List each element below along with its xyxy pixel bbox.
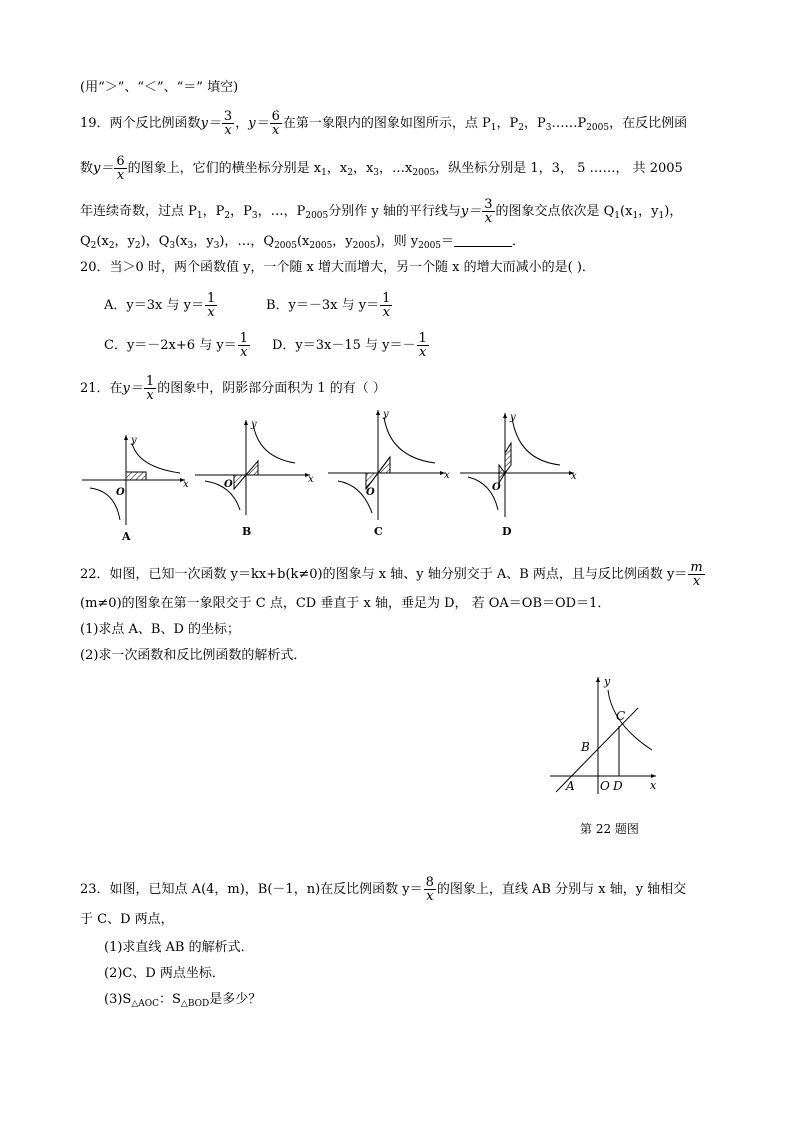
- graph-a: [82, 435, 189, 543]
- q20-option-d: D．y＝3x－15 与 y＝－ $\frac{1}{x}$: [272, 331, 427, 360]
- graph-d-y-label: y: [510, 412, 516, 423]
- q22-fig-y: y: [604, 675, 611, 688]
- q20-option-c: C．y＝－2x+6 与 y＝ $\frac{1}{x}$: [104, 331, 248, 360]
- graph-a-origin: O: [116, 487, 125, 498]
- q22-fig-O: O: [600, 779, 610, 793]
- graph-c-x-label: x: [444, 470, 450, 481]
- q22-fig-D: D: [613, 779, 623, 793]
- q22-caption: 第 22 题图: [580, 822, 639, 836]
- q22-part1: (1)求点 A、B、D 的坐标；: [80, 622, 241, 637]
- graph-d-x-label: x: [571, 471, 577, 482]
- graph-c-origin: O: [366, 487, 375, 498]
- q23-part1: (1)求直线 AB 的解析式．: [104, 940, 254, 955]
- q20-option-b: B．y＝－3x 与 y＝ $\frac{1}{x}$: [266, 291, 391, 320]
- q20-stem: 20．当＞0 时，两个函数值 y，一个随 x 增大而增大，另一个随 x 的增大而减小的是( )．: [80, 260, 595, 275]
- q22-fig-x: x: [650, 779, 657, 792]
- q23-part2: (2)C、D 两点坐标．: [104, 966, 225, 981]
- graph-b-x-label: x: [308, 474, 314, 485]
- q22-fig-B: B: [581, 740, 590, 754]
- graph-b: [195, 419, 314, 538]
- q22-line2: (m≠0)的图象在第一象限交于 C 点，CD 垂直于 x 轴，垂足为 D， 若 OA＝OB＝OD＝1．: [80, 596, 611, 611]
- q22-fig-C: C: [616, 709, 626, 723]
- graph-c-label: C: [374, 525, 383, 538]
- fill-instruction: (用“＞”、“＜”、“＝” 填空): [80, 80, 239, 95]
- q21-stem: 21．在y＝ $\frac{1}{x}$ 的图象中，阴影部分面积为 1 的有（ ）: [80, 374, 386, 403]
- graph-b-label: B: [242, 525, 252, 538]
- graph-d-origin: O: [492, 482, 501, 493]
- q22-part2: (2)求一次函数和反比例函数的解析式．: [80, 648, 307, 663]
- graph-d-label: D: [502, 525, 512, 538]
- q19-line3: 年连续奇数，过点 $P_1$，$P_2$，$P_3$，…，$P_{2005}$分别作 y 轴的平行线与y＝ $\frac{3}{x}$ 的图象交点依次是 $Q_1(x_1$，$y_1$)，: [80, 197, 683, 226]
- q23-line2: 于 C、D 两点，: [80, 912, 174, 927]
- q19-line2: 数y＝ $\frac{6}{x}$ 的图象上，它们的横坐标分别是 $x_1$，$x_2$，$x_3$，$\dots x_{2005}$，纵坐标分别是 1，3， 5 ……， 共 2005: [80, 154, 683, 183]
- q19-line1: 19．两个反比例函数y＝ $\frac{3}{x}$ ，y＝ $\frac{6}{x}$ 在第一象限内的图象如图所示，点 $P_1$，$P_2$，$P_3\dots\dots P_{2005}$，在反比例函: [80, 109, 688, 138]
- q19-line4: $Q_2(x_2$，$y_2$)，$Q_3(x_3$，$y_3$)，…，$Q_{2005}(x_{2005}$，$y_{2005}$)，则 $y_{2005}=$ ．: [80, 234, 526, 251]
- answer-blank[interactable]: [454, 234, 512, 247]
- q22-figure: [548, 672, 663, 802]
- q23-part3: $(3)S_{\triangle AOC}$：$S_{\triangle BOD}$是多少？: [104, 992, 262, 1009]
- graph-a-y-label: y: [131, 435, 137, 446]
- graph-b-y-label: y: [251, 419, 257, 430]
- q21-graphs: [80, 405, 580, 545]
- q20-option-a: A．y＝3x 与 y＝ $\frac{1}{x}$: [104, 291, 216, 320]
- q22-line1: 22．如图，已知一次函数 y＝kx+b(k≠0)的图象与 x 轴、y 轴分别交于 A、B 两点，且与反比例函数 y＝ $\frac{m}{x}$: [80, 560, 703, 589]
- graph-c: [328, 409, 450, 538]
- graph-d: [460, 412, 577, 538]
- graph-b-origin: O: [224, 479, 233, 490]
- graph-c-y-label: y: [383, 409, 389, 420]
- graph-a-label: A: [122, 530, 131, 543]
- q23-line1: 23．如图，已知点 A(4，m)，B(－1，n)在反比例函数 y＝ $\frac{8}{x}$ 的图象上，直线 AB 分别与 x 轴，y 轴相交: [80, 875, 687, 904]
- graph-a-x-label: x: [183, 479, 189, 490]
- q22-fig-A: A: [566, 779, 575, 793]
